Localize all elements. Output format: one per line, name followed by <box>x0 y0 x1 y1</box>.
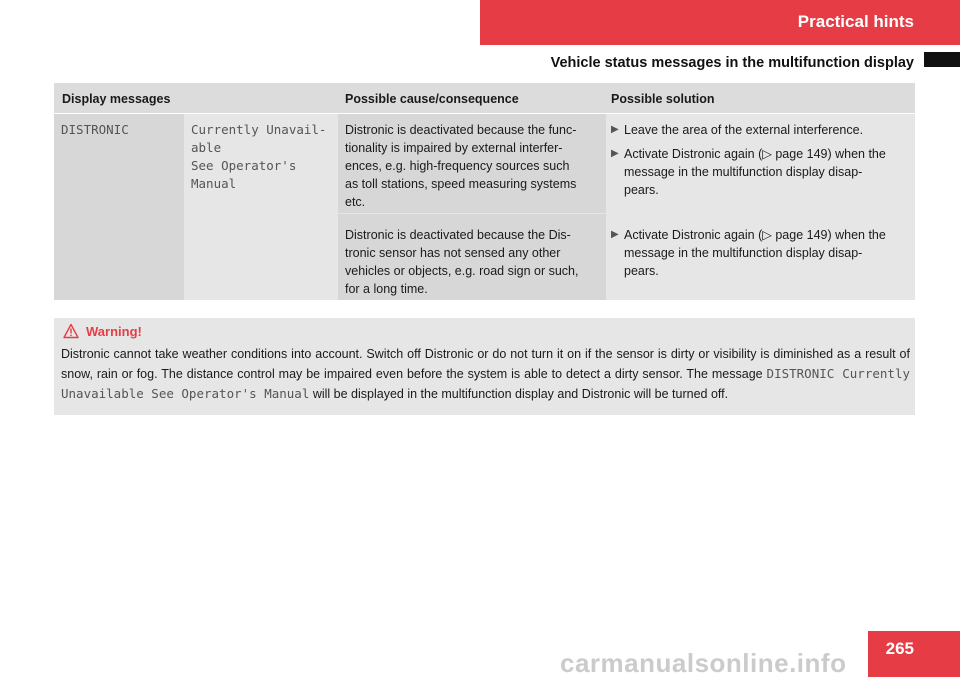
display-message-text: Currently Unavail- able See Operator's Manual <box>191 122 327 191</box>
solution-item: ▶ Leave the area of the external interference. <box>611 123 864 137</box>
solution-item: ▶ Activate Distronic again (▷ page 149) when the message in the multifunction display disap- pears. <box>611 228 886 278</box>
section-title: Practical hints <box>797 12 914 31</box>
display-message-code: DISTRONIC <box>61 122 129 137</box>
warning-triangle-icon <box>63 323 79 339</box>
solution-list-2 <box>611 226 911 280</box>
warning-text: Distronic cannot take weather conditions into account. Switch off Distronic or do not turn it on if the sensor is dirty or visibility is diminished as a result of snow, rain or fog. The distance control may be impaired even before the system is able to detect a dirty sensor. The message DISTRONIC Currently Unavailable See Operator's Manual will be displayed in the multifunction display and Distronic will be turned off. <box>61 347 910 401</box>
solution-list-1 <box>611 121 911 199</box>
warning-message-code: DISTRONIC Currently Unavailable See Operator's Manual <box>61 366 910 401</box>
table-header <box>54 83 915 113</box>
page-number-tab <box>868 631 960 677</box>
page-subtitle: Vehicle status messages in the multifunction display <box>550 55 914 71</box>
edge-marker <box>924 52 960 67</box>
header-possible-solution: Possible solution <box>611 92 715 106</box>
cause-text-2: Distronic is deactivated because the Dis- tronic sensor has not sensed any other vehicles or objects, e.g. road sign or such, for a long time. <box>345 228 579 296</box>
arrow-icon: ▶ <box>611 229 619 240</box>
watermark: carmanualsonline.info <box>560 648 847 678</box>
header-display-messages: Display messages <box>62 92 171 106</box>
cause-text-1: Distronic is deactivated because the func- tionality is impaired by external interfer- ences, e.g. high-frequency sources such as toll stations, speed measuring systems etc. <box>345 123 577 209</box>
warning-title: Warning! <box>86 324 142 339</box>
solution-item: ▶ Activate Distronic again (▷ page 149) when the message in the multifunction display disap- pears. <box>611 147 886 197</box>
arrow-icon: ▶ <box>611 124 619 135</box>
page-number: 265 <box>885 639 914 658</box>
table-col-display <box>54 114 184 300</box>
header-possible-cause: Possible cause/consequence <box>345 92 519 106</box>
section-tab <box>480 0 960 45</box>
arrow-icon: ▶ <box>611 148 619 159</box>
